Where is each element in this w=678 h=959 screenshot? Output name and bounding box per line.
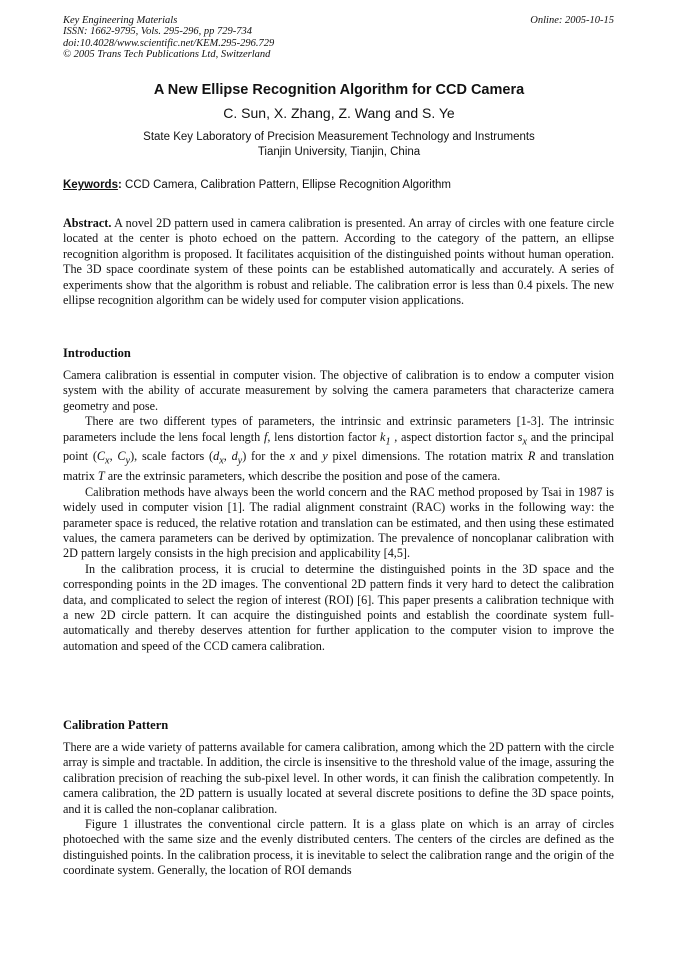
- intro-paragraph-4: In the calibration process, it is crucial to determine the distinguished points in the 3D space and the corresponding points in the 2D images. The conventional 2D pattern finds it very hard to detect the calibration data, and complicated to select the region of interest (ROI) [6]. This paper presents a calibration technique with a new 2D circle pattern. It can acquire the distinguished points and establish the coordinate system full-automatically and thereby deserves attention for further application to the computer vision to improve the automation and speed of the CCD camera calibration.: [63, 561, 614, 653]
- calib-paragraph-2: Figure 1 illustrates the conventional circle pattern. It is a glass plate on which is an array of circles photoeched with the same size and the evenly distributed centers. The centers of the circles are defined as the distinguished points. In the calibration process, it is inevitable to select the calibration range and the origin of the coordinate system. Generally, the location of ROI demands: [63, 817, 614, 878]
- symbol-cx-sub: x: [105, 455, 110, 467]
- affiliation-line-1: State Key Laboratory of Precision Measurement Technology and Instruments: [143, 131, 535, 143]
- abstract: [63, 216, 614, 308]
- introduction-body: [63, 368, 614, 654]
- doi-line: doi:10.4028/www.scientific.net/KEM.295-296.729: [63, 37, 275, 49]
- calibration-pattern-body: [63, 740, 614, 879]
- symbol-dx-sub: x: [219, 455, 224, 467]
- intro-p2-text-8: ) for the: [242, 449, 290, 464]
- symbol-k-sub: 1: [385, 436, 391, 448]
- issn-line: ISSN: 1662-9795, Vols. 295-296, pp 729-734: [63, 26, 252, 38]
- intro-p2-text-5: ,: [109, 449, 118, 464]
- affiliation: [0, 130, 678, 160]
- calibration-pattern-heading: Calibration Pattern: [63, 718, 169, 732]
- journal-name: Key Engineering Materials: [63, 15, 178, 26]
- keywords-line: [63, 178, 623, 193]
- online-date: Online: 2005-10-15: [530, 15, 614, 26]
- symbol-cy: C: [117, 449, 126, 464]
- symbol-dx: d: [213, 449, 220, 464]
- symbol-R: R: [527, 449, 536, 464]
- abstract-text: A novel 2D pattern used in camera calibration is presented. An array of circles with one feature circle located at the center is photo echoed on the pattern. According to the category of the pattern, an ellipse recognition algorithm is proposed. It facilitates acquisition of the distinguished points without human operation. The 3D space coordinate system of these points can be established automatically and accurately. A series of experiments show that the algorithm is robust and reliable. The calibration error is less than 0.4 pixels. The new ellipse recognition algorithm can be widely used for computer vision applications.: [63, 216, 614, 308]
- intro-p2-text-7: ,: [223, 449, 232, 464]
- keywords-label: Keywords: [63, 179, 118, 191]
- paper-title: A New Ellipse Recognition Algorithm for CCD Camera: [153, 82, 525, 98]
- intro-p2-text-10: pixel dimensions. The rotation matrix: [327, 449, 528, 464]
- intro-p2-text-2: , lens distortion factor: [267, 429, 381, 444]
- intro-p2-text-9: and: [295, 449, 323, 464]
- intro-p2-text-6: ), scale factors (: [130, 449, 214, 464]
- symbol-dy: d: [231, 449, 238, 464]
- symbol-y: y: [322, 449, 328, 464]
- intro-p2-text-1: There are two different types of parameters, the intrinsic and extrinsic parameters [1-3]. The intrinsic parameters include the lens focal length: [63, 414, 614, 444]
- intro-paragraph-1: Camera calibration is essential in computer vision. The objective of calibration is to endow a computer vision system with the ability of accurate measurement by solving the camera parameters that characterize camera geometry and pose.: [63, 368, 614, 413]
- copyright-line: © 2005 Trans Tech Publications Ltd, Switzerland: [63, 48, 271, 60]
- affiliation-line-2: Tianjin University, Tianjin, China: [257, 146, 421, 158]
- intro-paragraph-2: [63, 414, 614, 485]
- intro-p2-text-11: and translation matrix: [63, 449, 614, 484]
- intro-p2-text-4: and the principal point (: [63, 429, 614, 464]
- abstract-paragraph: [63, 216, 614, 308]
- symbol-f: f: [263, 429, 268, 444]
- paper-authors: C. Sun, X. Zhang, Z. Wang and S. Ye: [223, 105, 455, 121]
- symbol-dy-sub: y: [237, 455, 243, 467]
- symbol-s: s: [517, 429, 523, 444]
- intro-paragraph-3: Calibration methods have always been the world concern and the RAC method proposed by Tsai in 1987 is widely used in computer vision [1]. The radial alignment constraint (RAC) works in the following way: the parameter space is reduced, the relative rotation and translation can be estimated, and then using these estimated values, the camera parameters can be derived by optimization. The prevalence of noncoplanar calibration with 2D pattern largely consists in the high precision and applicability [4,5].: [63, 484, 614, 561]
- symbol-k: k: [380, 429, 386, 444]
- symbol-x: x: [289, 449, 296, 464]
- calib-paragraph-1: There are a wide variety of patterns available for camera calibration, among which the 2D pattern with the circle array is simple and tractable. In addition, the circle is insensitive to the threshold value of the image, assuring the calibration precision of reaching the sub-pixel level. In other words, it can finish the calibration competently. In camera calibration, the 2D pattern is usually located at several discrete positions to define the 3D space points, and it is called the non-coplanar calibration.: [63, 740, 614, 816]
- introduction-heading: Introduction: [63, 346, 131, 360]
- intro-p2-text-3: , aspect distortion factor: [390, 429, 518, 444]
- journal-header: [63, 15, 463, 60]
- symbol-T: T: [97, 469, 105, 484]
- symbol-cx: C: [96, 449, 106, 464]
- intro-p2-text-12: are the extrinsic parameters, which describe the position and pose of the camera.: [104, 469, 501, 484]
- keywords-colon: :: [117, 179, 122, 191]
- symbol-cy-sub: y: [125, 455, 131, 467]
- keywords-text: CCD Camera, Calibration Pattern, Ellipse Recognition Algorithm: [121, 179, 451, 191]
- abstract-label: Abstract.: [63, 216, 112, 230]
- symbol-s-sub: x: [522, 436, 528, 448]
